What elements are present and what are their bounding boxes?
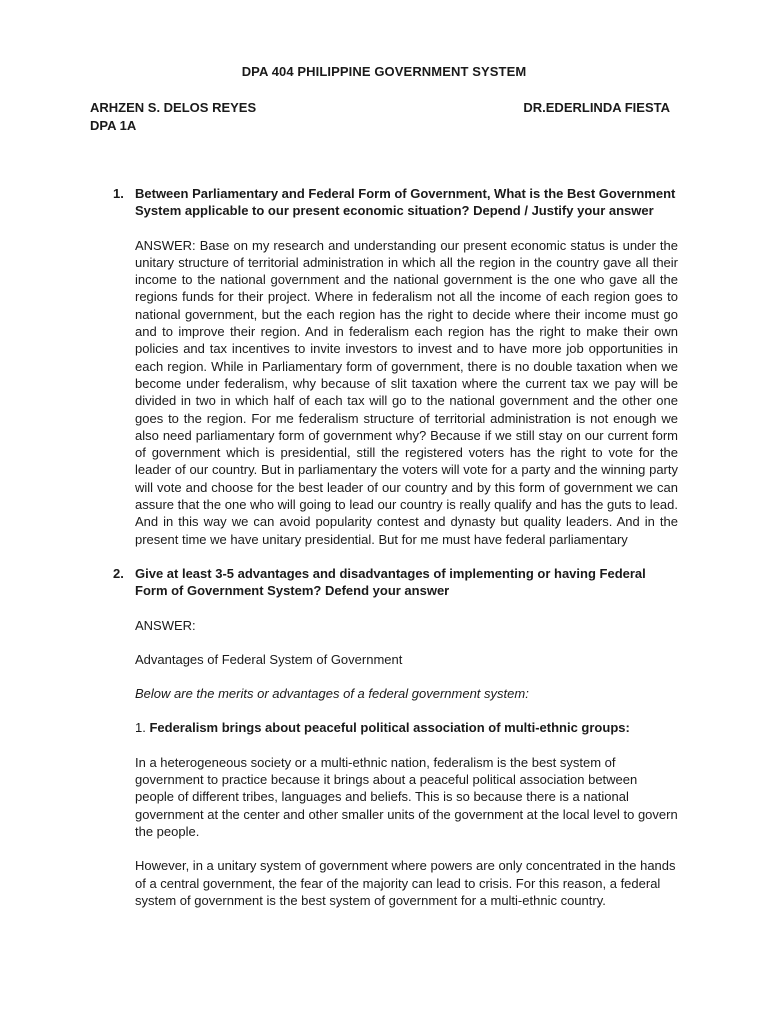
merits-intro: Below are the merits or advantages of a federal government system: [135, 686, 529, 702]
advantages-heading: Advantages of Federal System of Government [135, 651, 403, 667]
point-1-heading [135, 719, 678, 736]
question-2 [113, 565, 678, 600]
question-1-text: Between Parliamentary and Federal Form of Government, What is the Best Government System applicable to our present economic situation? Depend / Justify your answer [135, 186, 676, 219]
question-2-text: Give at least 3-5 advantages and disadvantages of implementing or having Federal Form of Government System? Defend your answer [135, 565, 646, 599]
point-1-number: 1. [135, 720, 150, 736]
professor-name: DR.EDERLINDA FIESTA [523, 100, 670, 115]
paragraph-1: In a heterogeneous society or a multi-ethnic nation, federalism is the best system of government to practice because it brings about a peaceful political association between people of different tribes, languages and beliefs. This is so because there is a national government at the center and other smaller units of the government at the local level to govern the people. [135, 754, 678, 839]
document-body [113, 185, 678, 909]
question-2-number: 2. [113, 565, 124, 581]
student-name: ARHZEN S. DELOS REYES [90, 100, 257, 115]
document-header [90, 99, 670, 135]
question-1-answer: ANSWER: Base on my research and understanding our present economic status is under the unitary structure of territorial administration in which all the region in the country gave all their income to the national government and the national government is the one who gave all the regions funds for their project. Where in federalism not all the income of each region goes to national government, but the each region has the right to decide where their income must go and to improve their region. And in federalism each region has the right to make their own policies and tax incentives to invite investors to invest and to have more job opportunities in each region. While in Parliamentary form of government, there is no double taxation when we become under federalism, why because of slit taxation where the current tax we pay will be divided in two in which half of each tax will go to the national government and the other one goes to the region. For me federalism structure of territorial administration is not enough we also need parliamentary form of government why? Because if we still stay on our current form of government which is presidential, still the registered voters has the right to vote for the leader of our country. But in parliamentary the voters will vote for a party and the winning party will vote and choose for the best leader of our country and by this form of government we can assure that the one who will going to lead our country is really qualify and has the guts to lead. And in this way we can avoid popularity contest and dynasty but quality leaders. And in the present time we have unitary presidential. But for me must have federal parliamentary [135, 237, 678, 547]
question-2-answer-label: ANSWER: [135, 617, 196, 633]
course-title: DPA 404 PHILIPPINE GOVERNMENT SYSTEM [241, 64, 527, 79]
question-1 [113, 185, 678, 220]
paragraph-2: However, in a unitary system of government where powers are only concentrated in the hands of a central government, the fear of the majority can lead to crisis. For this reason, a federal system of government is the best system of government for a multi-ethnic country. [135, 858, 676, 908]
point-1-title: Federalism brings about peaceful political association of multi-ethnic groups: [149, 720, 630, 736]
student-section: DPA 1A [90, 118, 137, 133]
question-1-number: 1. [113, 186, 124, 201]
